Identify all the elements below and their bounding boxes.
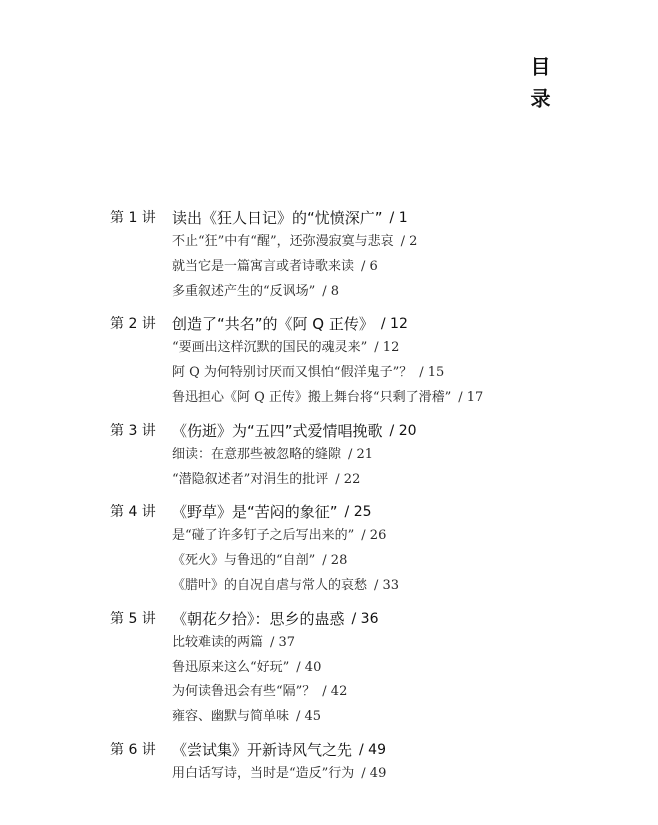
chapter-heading — [110, 500, 630, 524]
page-number: / 21 — [348, 446, 374, 462]
section-title: 比较难读的两篇 — [172, 634, 264, 650]
section-title: 就当它是一篇寓言或者诗歌来读 — [172, 258, 355, 274]
page-number: / 36 — [351, 610, 379, 627]
section-title: 《死火》与鲁迅的“自剖” — [172, 553, 316, 569]
section-entry — [172, 361, 630, 386]
page-number: / 49 — [359, 741, 386, 758]
section-title: 是“碰了许多钉子之后写出来的” — [172, 528, 355, 544]
page-number: / 33 — [374, 577, 400, 593]
section-title: 《腊叶》的自况自虐与常人的哀愁 — [172, 577, 368, 593]
chapter-heading — [110, 419, 630, 443]
page-number: / 6 — [361, 258, 378, 274]
page-number: / 22 — [335, 471, 361, 487]
section-entry — [172, 255, 630, 280]
chapter-2 — [110, 312, 630, 410]
section-entry — [172, 336, 630, 361]
page-number: / 37 — [270, 634, 296, 650]
section-title: “潜隐叙述者”对涓生的批评 — [172, 471, 329, 487]
page-number: / 1 — [389, 210, 408, 226]
section-title: 鲁迅原来这么“好玩” — [172, 659, 290, 675]
section-title: 雍容、幽默与简单味 — [172, 709, 290, 725]
chapter-title: 《尝试集》开新诗风气之先 — [172, 740, 353, 759]
page-number: / 45 — [296, 709, 322, 725]
page-number: / 12 — [374, 340, 400, 356]
page-number: / 12 — [380, 316, 408, 333]
chapter-number: 第 3 讲 — [110, 422, 156, 439]
section-title: “要画出这样沉默的国民的魂灵来” — [172, 340, 368, 356]
section-title: 阿 Q 为何特别讨厌而又惧怕“假洋鬼子”？ — [172, 365, 413, 381]
chapter-title: 读出《狂人日记》的“忧愤深广” — [172, 209, 383, 227]
chapter-1 — [110, 206, 630, 304]
section-title: 为何读鲁迅会有些“隔”？ — [172, 684, 316, 700]
page-number: / 28 — [322, 553, 348, 569]
chapter-heading — [110, 312, 630, 336]
section-entry — [172, 656, 630, 681]
chapter-heading — [110, 607, 630, 631]
chapter-6 — [110, 738, 630, 787]
chapter-heading — [110, 738, 630, 762]
section-entry — [172, 549, 630, 574]
section-entry — [172, 443, 630, 468]
page-number: / 25 — [344, 504, 372, 521]
section-entry — [172, 230, 630, 255]
section-title: 细读：在意那些被忽略的缝隙 — [172, 446, 342, 462]
page-number: / 8 — [322, 283, 340, 299]
section-entry — [172, 524, 630, 549]
page-number: / 17 — [458, 389, 484, 405]
section-title: 鲁迅担心《阿 Q 正传》搬上舞台将“只剩了滑稽” — [172, 389, 452, 405]
page-number: / 49 — [361, 765, 387, 781]
section-entry — [172, 631, 630, 656]
section-entry — [172, 386, 630, 411]
section-title: 多重叙述产生的“反讽场” — [172, 283, 316, 299]
section-title: 不止“狂”中有“醒”，还弥漫寂寞与悲哀 — [172, 234, 394, 249]
chapter-number: 第 5 讲 — [110, 610, 156, 627]
section-entry — [172, 762, 630, 787]
chapter-number: 第 6 讲 — [110, 741, 156, 758]
page-number: / 26 — [361, 528, 387, 544]
section-title: 用白话写诗，当时是“造反”行为 — [172, 765, 355, 781]
chapter-5 — [110, 607, 630, 730]
chapter-number: 第 1 讲 — [110, 210, 156, 226]
chapter-title: 《伤逝》为“五四”式爱情唱挽歌 — [172, 421, 383, 440]
toc-heading: 目录 — [527, 56, 551, 120]
page-number: / 20 — [389, 422, 417, 439]
table-of-contents — [110, 206, 630, 787]
chapter-number: 第 2 讲 — [110, 316, 156, 333]
section-entry — [172, 468, 630, 493]
chapter-number: 第 4 讲 — [110, 504, 156, 521]
chapter-heading — [110, 206, 630, 230]
section-entry — [172, 680, 630, 705]
page-number: / 15 — [419, 365, 445, 381]
chapter-4 — [110, 500, 630, 598]
chapter-title: 《朝花夕拾》：思乡的蛊惑 — [172, 609, 345, 628]
chapter-3 — [110, 419, 630, 493]
page-number: / 40 — [296, 659, 322, 675]
page-number: / 42 — [322, 684, 348, 700]
section-entry — [172, 280, 630, 305]
chapter-title: 创造了“共名”的《阿 Q 正传》 — [172, 315, 374, 334]
section-entry — [172, 705, 630, 730]
chapter-title: 《野草》是“苦闷的象征” — [172, 503, 338, 522]
page-number: / 2 — [400, 234, 418, 249]
section-entry — [172, 574, 630, 599]
